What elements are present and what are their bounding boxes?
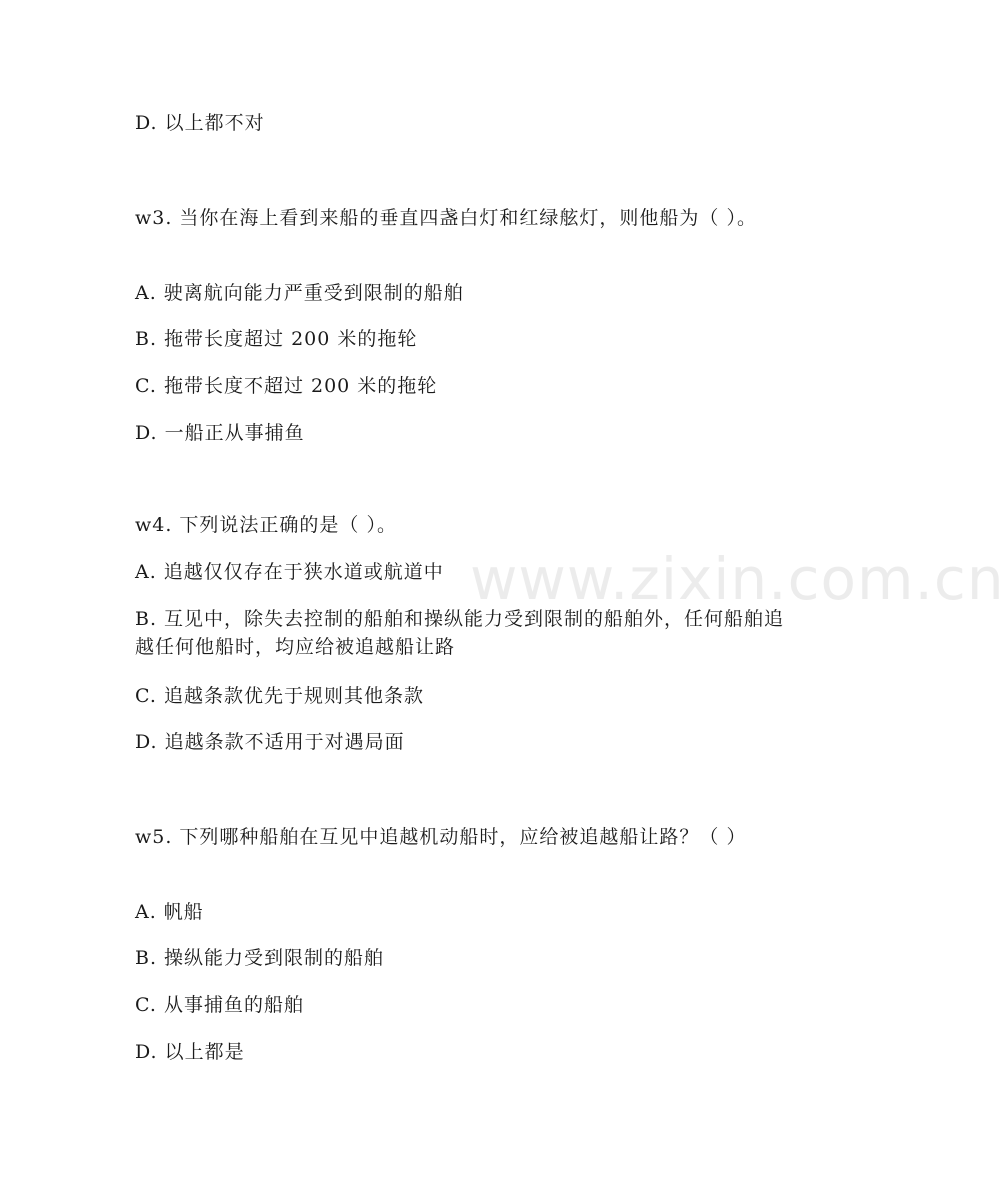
q4-option-c: C. 追越条款优先于规则其他条款: [135, 685, 424, 707]
q5-option-a: A. 帆船: [135, 901, 204, 923]
q5-option-d: D. 以上都是: [135, 1041, 245, 1063]
q5-stem: w5. 下列哪种船舶在互见中追越机动船时，应给被追越船让路？（ ）: [135, 826, 747, 848]
q4-option-d: D. 追越条款不适用于对遇局面: [135, 731, 405, 753]
q5-option-c: C. 从事捕鱼的船舶: [135, 994, 304, 1016]
q4-stem: w4. 下列说法正确的是（ ）。: [135, 514, 397, 536]
q3-option-a: A. 驶离航向能力严重受到限制的船舶: [135, 282, 464, 304]
q3-option-b: B. 拖带长度超过 200 米的拖轮: [135, 328, 418, 350]
q3-option-c: C. 拖带长度不超过 200 米的拖轮: [135, 375, 438, 397]
watermark: www.zixin.com.cn: [470, 545, 1005, 613]
q5-option-b: B. 操纵能力受到限制的船舶: [135, 947, 385, 969]
q4-option-b: B. 互见中，除失去控制的船舶和操纵能力受到限制的船舶外，任何船舶追越任何他船时，均应给被追越船让路: [135, 608, 785, 658]
q4-option-a: A. 追越仅仅存在于狭水道或航道中: [135, 561, 444, 583]
q3-option-d: D. 一船正从事捕鱼: [135, 422, 305, 444]
q2-option-d: D. 以上都不对: [135, 112, 265, 134]
q3-stem: w3. 当你在海上看到来船的垂直四盏白灯和红绿舷灯，则他船为（ ）。: [135, 207, 757, 229]
